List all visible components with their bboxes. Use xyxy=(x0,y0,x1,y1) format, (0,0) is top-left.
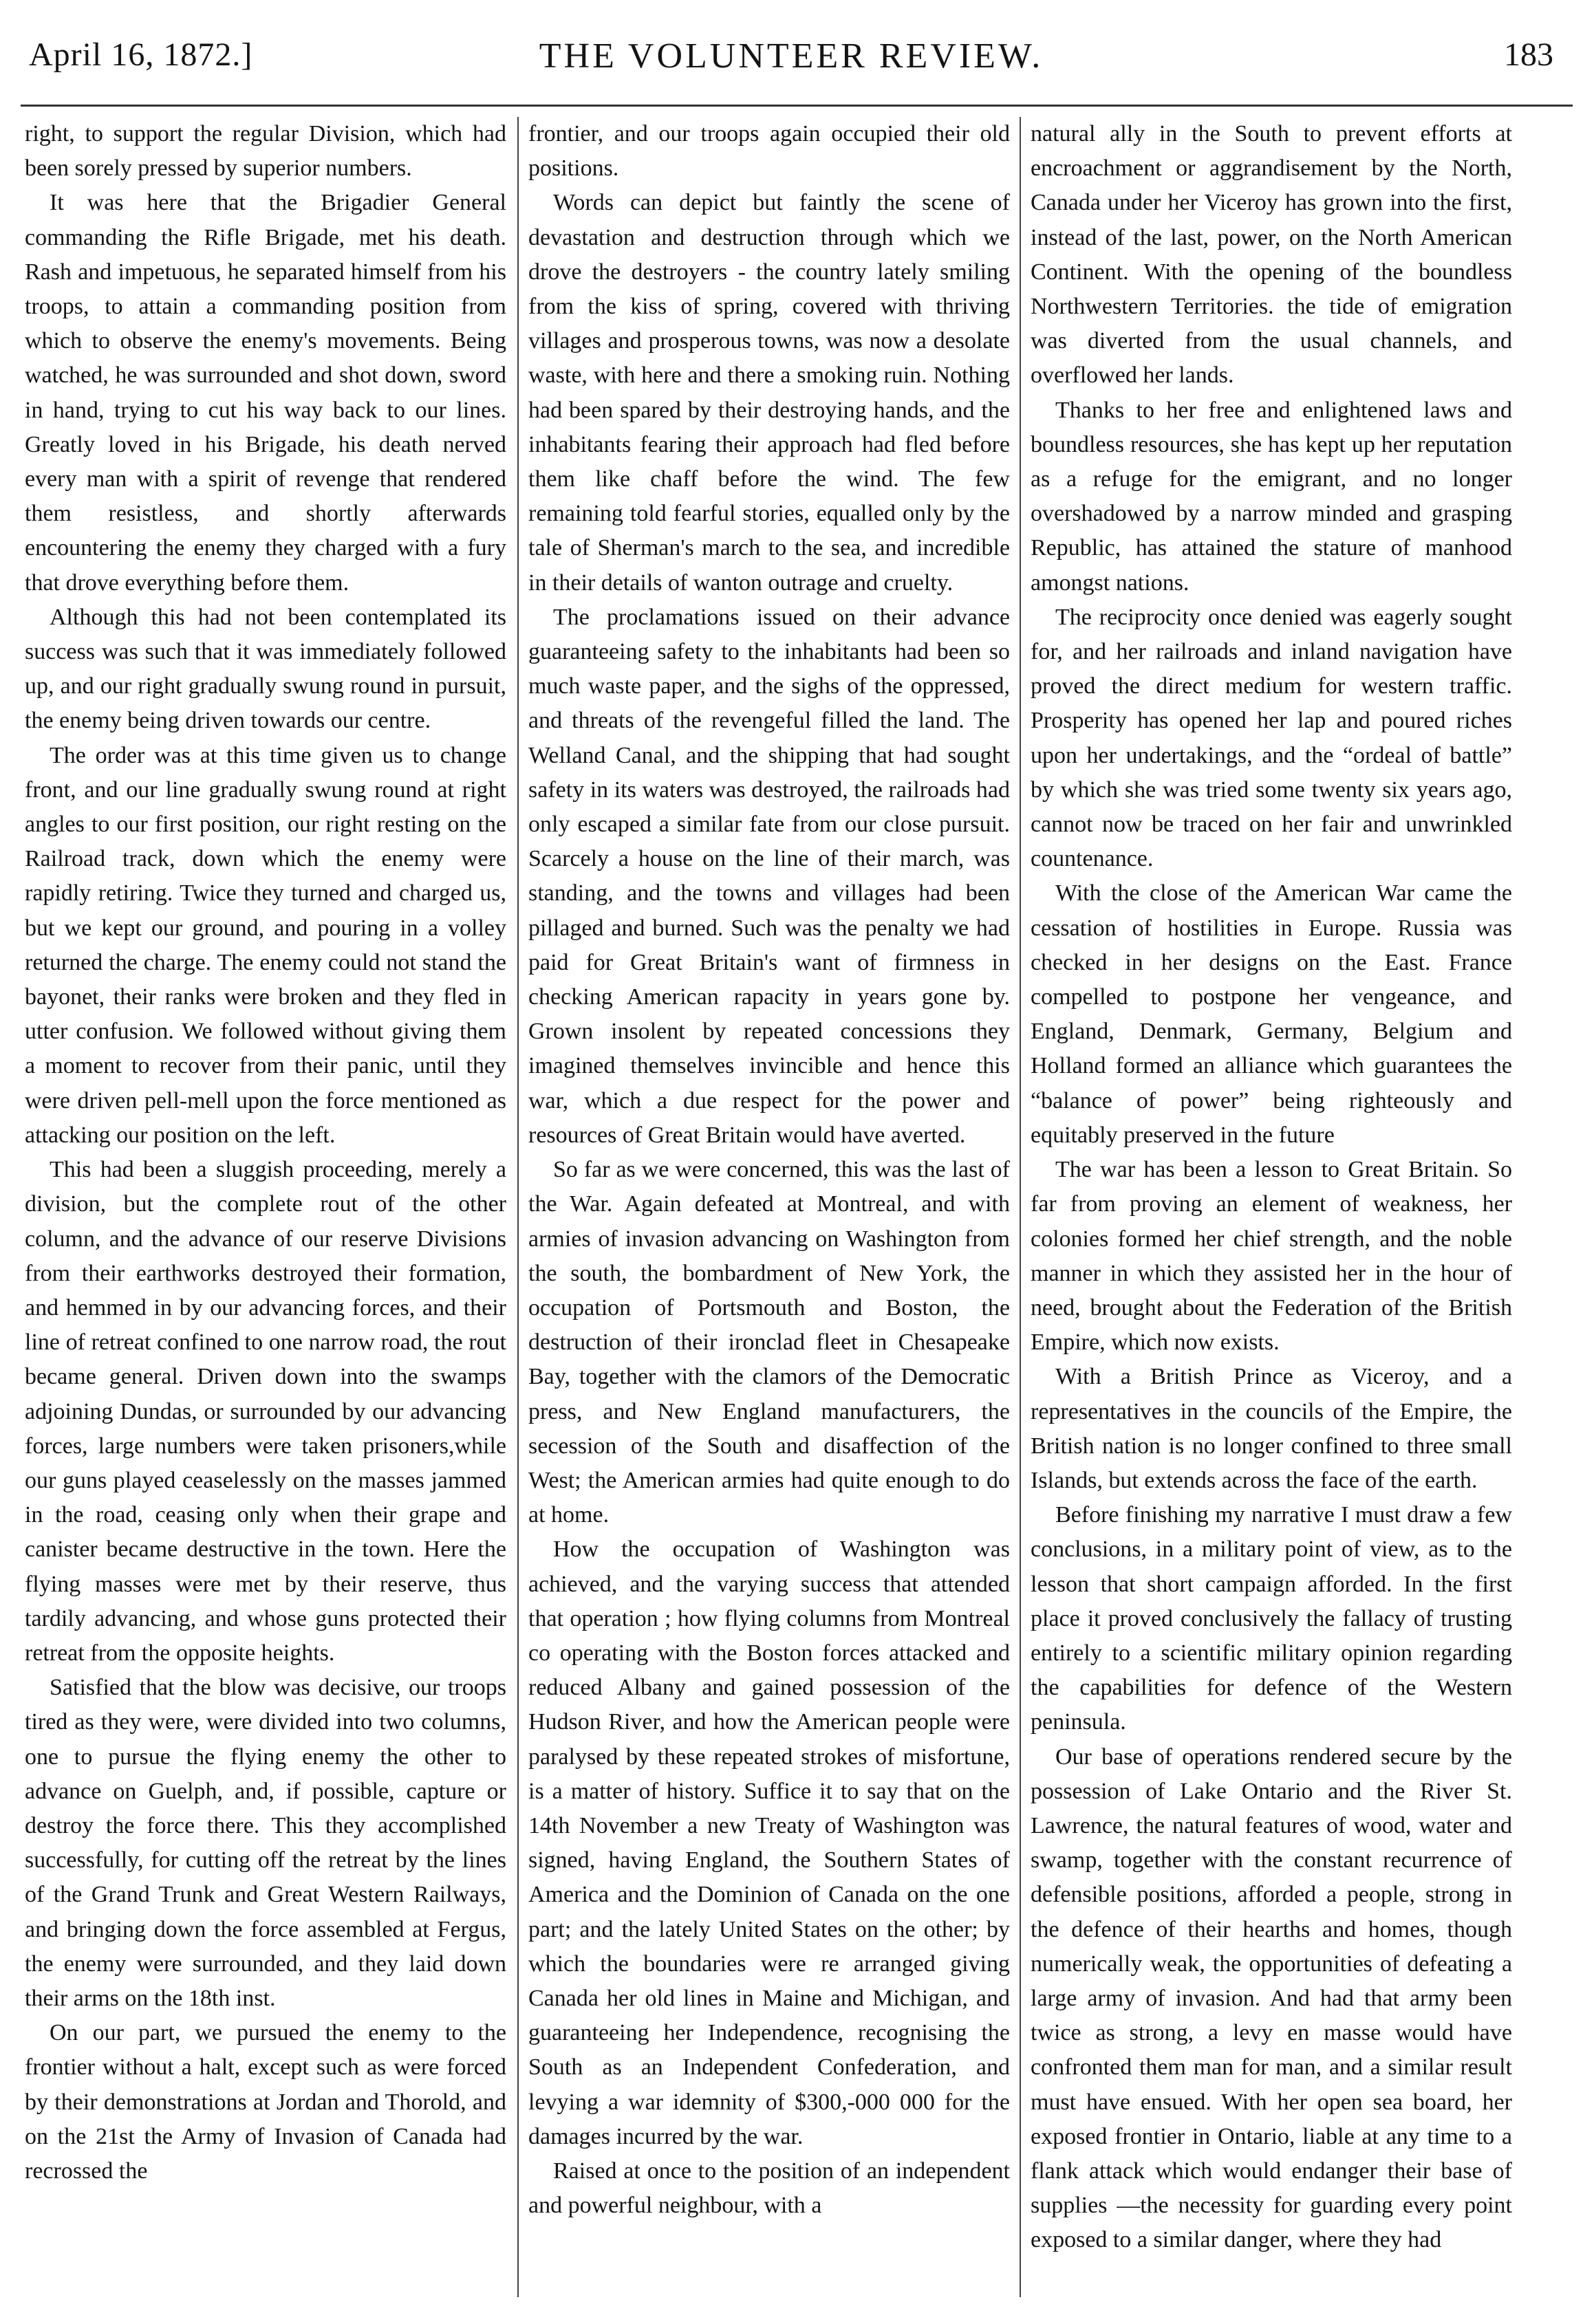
paragraph: The war has been a lesson to Great Britain. So far from proving an element of weakness, her colonies formed her chief strength, and the noble manner in which they assisted her in the hour of need, brought about the Federation of the British Empire, which now exists. xyxy=(1031,1157,1512,1356)
paragraph: The proclamations issued on their advance guaranteeing safety to the inhabitants had been so much waste paper, and the sighs of the oppressed, and threats of the revengeful filled the land. The Welland Canal, and the shipping that had sought safety in its waters was destroyed, the railroads had only escaped a similar fate from our close pursuit. Scarcely a house on the line of their march, was standing, and the towns and villages had been pillaged and burned. Such was the penalty we had paid for Great Britain's want of firmness in checking American rapacity in years gone by. Grown insolent by repeated concessions they imagined themselves invincible and hence this war, which a due respect for the power and resources of Great Britain would have averted. xyxy=(528,604,1010,1148)
paragraph: Satisfied that the blow was decisive, our troops tired as they were, were divided into two columns, one to pursue the flying enemy the other to advance on Guelph, and, if possible, capture or destroy the force there. This they accomplished successfully, for cutting off the retreat by the lines of the Grand Trunk and Great Western Railways, and bringing down the force assembled at Fergus, the enemy were surrounded, and they laid down their arms on the 18th inst. xyxy=(25,1675,506,2011)
header-rule xyxy=(21,105,1573,107)
paragraph: How the occupation of Washington was achieved, and the varying success that attended that operation ; how flying columns from Montreal co operating with the Boston forces attacked and reduced Albany and gained possession of the Hudson River, and how the American people were paralysed by these repeated strokes of misfortune, is a matter of history. Suffice it to say that on the 14th November a new Treaty of Washington was signed, having England, the Southern States of America and the Dominion of Canada on the one part; and the lately United States on the other; by which the boundaries were re arranged giving Canada her old lines in Maine and Michigan, and guaranteeing her Independence, recognising the South as an Independent Confederation, and levying a war idemnity of $300,-000 000 for the damages incurred by the war. xyxy=(528,1536,1010,2149)
paragraph: It was here that the Brigadier General commanding the Rifle Brigade, met his death. Rash and impetuous, he separated himself from his troops, to attain a commanding position from which to observe the enemy's movements. Being watched, he was surrounded and shot down, sword in hand, trying to cut his way back to our lines. Greatly loved in his Brigade, his death nerved every man with a spirit of revenge that rendered them resistless, and shortly afterwards encountering the enemy they charged with a fury that drove everything before them. xyxy=(25,190,506,596)
paragraph: Before finishing my narrative I must draw a few conclusions, in a military point of view, as to the lesson that short campaign afforded. In the first place it proved conclusively the fallacy of trusting entirely to a scientific military opinion regarding the capabilities for defence of the Western peninsula. xyxy=(1031,1502,1512,1735)
paragraph: So far as we were concerned, this was the last of the War. Again defeated at Montreal, and with armies of invasion advancing on Washington from the south, the bombardment of New York, the occupation of Portsmouth and Boston, the destruction of their ironclad fleet in Chesapeake Bay, together with the clamors of the Democratic press, and New England manufacturers, the secession of the South and disaffection of the West; the American armies had quite enough to do at home. xyxy=(528,1157,1010,1528)
publication-title: THE VOLUNTEER REVIEW. xyxy=(539,36,1044,76)
paragraph: With the close of the American War came the cessation of hostilities in Europe. Russia was checked in her designs on the East. France compelled to postpone her vengeance, and England, Denmark, Germany, Belgium and Holland formed an alliance which guarantees the “balance of power” being righteously and equitably preserved in the future xyxy=(1031,880,1512,1148)
paragraph: natural ally in the South to prevent efforts at encroachment or aggrandisement by the North, Canada under her Viceroy has grown into the first, instead of the last, power, on the North American Continent. With the opening of the boundless Northwestern Territories. the tide of emigration was diverted from the usual channels, and overflowed her lands. xyxy=(1031,121,1512,389)
article-column-2 xyxy=(528,117,1010,2290)
column-divider xyxy=(517,117,519,2297)
column-divider xyxy=(1020,117,1021,2297)
paragraph: right, to support the regular Division, which had been sorely pressed by superior numbers. xyxy=(25,121,506,182)
article-column-3 xyxy=(1031,117,1512,2290)
paragraph: The order was at this time given us to change front, and our line gradually swung round at right angles to our first position, our right resting on the Railroad track, down which the enemy were rapidly retiring. Twice they turned and charged us, but we kept our ground, and pouring in a volley returned the charge. The enemy could not stand the bayonet, their ranks were broken and they fled in utter confusion. We followed without giving them a moment to recover from their panic, until they were driven pell-mell upon the force mentioned as attacking our position on the left. xyxy=(25,742,506,1148)
paragraph: Our base of operations rendered secure by the possession of Lake Ontario and the River St. Lawrence, the natural features of wood, water and swamp, together with the constant recurrence of defensible positions, afforded a people, strong in the defence of their hearths and homes, though numerically weak, the opportunities of defeating a large army of invasion. And had that army been twice as strong, a levy en masse would have confronted them man for man, and a similar result must have ensued. With her open sea board, her exposed frontier in Ontario, liable at any time to a flank attack which would endanger their base of supplies —the necessity for guarding every point exposed to a similar danger, where they had xyxy=(1031,1744,1512,2253)
article-column-1 xyxy=(25,117,506,2290)
page-number: 183 xyxy=(1504,36,1553,73)
paragraph: This had been a sluggish proceeding, merely a division, but the complete rout of the other column, and the advance of our reserve Divisions from their earthworks destroyed their formation, and hemmed in by our advancing forces, and their line of retreat confined to one narrow road, the rout became general. Driven down into the swamps adjoining Dundas, or surrounded by our advancing forces, large numbers were taken prisoners,while our guns played ceaselessly on the masses jammed in the road, ceasing only when their grape and canister became destructive in the town. Here the flying masses were met by their reserve, thus tardily advancing, and whose guns protected their retreat from the opposite heights. xyxy=(25,1157,506,1666)
paragraph: Although this had not been contemplated its success was such that it was immediately followed up, and our right gradually swung round in pursuit, the enemy being driven towards our centre. xyxy=(25,604,506,734)
paragraph: Words can depict but faintly the scene of devastation and destruction through which we drove the destroyers - the country lately smiling from the kiss of spring, covered with thriving villages and prosperous towns, was now a desolate waste, with here and there a smoking ruin. Nothing had been spared by their destroying hands, and the inhabitants fearing their approach had fled before them like chaff before the wind. The few remaining told fearful stories, equalled only by the tale of Sherman's march to the sea, and incredible in their details of wanton outrage and cruelty. xyxy=(528,190,1010,596)
paragraph: With a British Prince as Viceroy, and a representatives in the councils of the Empire, the British nation is no longer confined to three small Islands, but extends across the face of the earth. xyxy=(1031,1364,1512,1493)
paragraph: Thanks to her free and enlightened laws and boundless resources, she has kept up her reputation as a refuge for the emigrant, and no longer overshadowed by a narrow minded and grasping Republic, has attained the stature of manhood amongst nations. xyxy=(1031,397,1512,596)
paragraph: The reciprocity once denied was eagerly sought for, and her railroads and inland navigation have proved the direct medium for western traffic. Prosperity has opened her lap and poured riches upon her undertakings, and the “ordeal of battle” by which she was tried some twenty six years ago, cannot now be traced on her fair and unwrinkled countenance. xyxy=(1031,604,1512,872)
page-header xyxy=(21,15,1562,77)
paragraph: Raised at once to the position of an independent and powerful neighbour, with a xyxy=(528,2158,1010,2219)
paragraph: frontier, and our troops again occupied their old positions. xyxy=(528,121,1010,182)
paragraph: On our part, we pursued the enemy to the frontier without a halt, except such as were forced by their demonstrations at Jordan and Thorold, and on the 21st the Army of Invasion of Canada had recrossed the xyxy=(25,2020,506,2184)
issue-date: April 16, 1872.] xyxy=(29,36,253,73)
